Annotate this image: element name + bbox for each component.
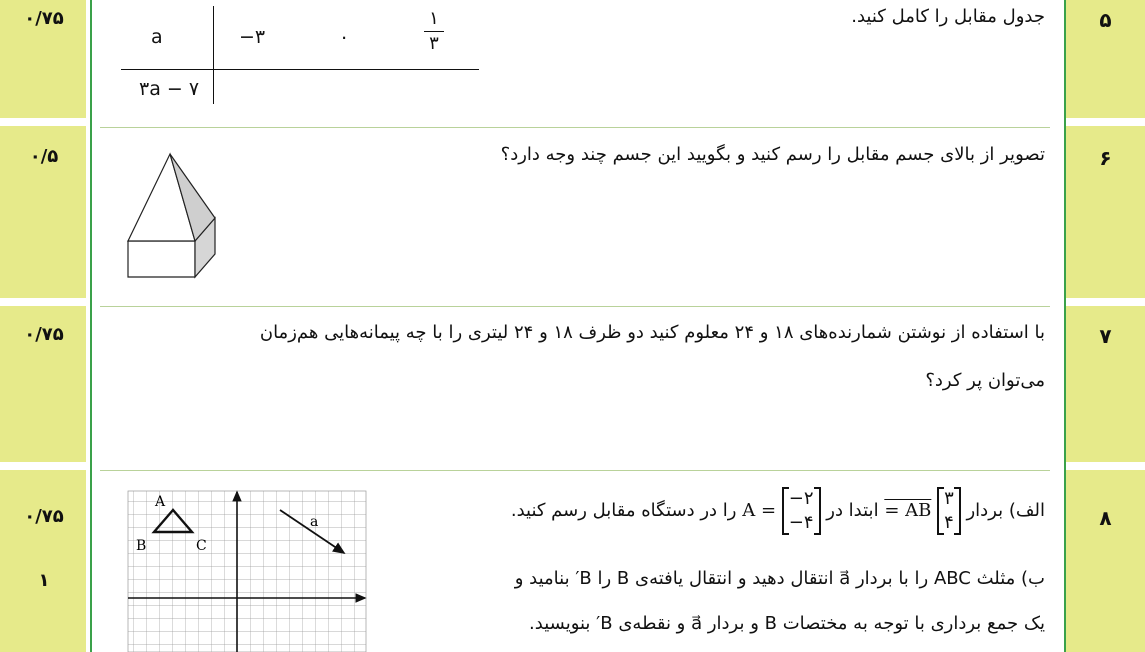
pyramid-on-cube-figure [120,146,224,280]
row-separator [1066,462,1145,470]
label-vector-a: a [310,514,319,530]
part-a-mid: ابتدا در [826,500,879,521]
score-q8-a: ۰/۷۵ [24,506,64,527]
table-value-fraction [420,8,448,55]
vector-ab-label: = AB [884,500,932,521]
point-a-coordinates: −۲ −۴ [782,487,821,535]
row-separator [0,118,88,126]
question-number-q7: ۷ [1099,324,1112,348]
label-a-vertex: A [155,494,166,510]
row-separator [100,127,1050,128]
part-a-suffix: را در دستگاه مقابل رسم کنید. [510,500,737,521]
question-text-q8-b-line2: یک جمع برداری با توجه به مختصات B و بردار a⃗ و نقطه‌ی B′ بنویسید. [529,613,1045,634]
question-text-q5: جدول مقابل را کامل کنید. [851,6,1045,27]
row-separator [1066,298,1145,306]
question-text-q8-a [511,484,1045,538]
point-a-label: A = [742,500,777,521]
label-c-vertex: C [196,538,207,554]
vector-ab: ۳ ۴ [937,487,961,535]
score-q5: ۰/۷۵ [24,8,64,29]
part-a-prefix: الف) بردار [966,500,1045,521]
question-number-q6: ۶ [1099,146,1112,170]
question-number-q5: ۵ [1099,8,1112,32]
row-separator [0,298,88,306]
table-value-cell: −۳ [239,26,266,48]
score-q7: ۰/۷۵ [24,324,64,345]
coordinate-grid-figure [120,488,370,652]
label-b-vertex: B [136,538,147,554]
question-text-q6: تصویر از بالای جسم مقابل را رسم کنید و بگویید این جسم چند وجه دارد؟ [500,144,1045,165]
row-separator [1066,118,1145,126]
score-q6: ۰/۵ [29,146,59,167]
table-row-label-expression: ۳a − ۷ [139,78,200,100]
row-separator [100,306,1050,307]
question-number-q8: ۸ [1099,506,1112,530]
score-q8-b: ۱ [38,570,50,591]
row-separator [100,470,1050,471]
fraction-numerator: ۱ [429,8,439,29]
question-text-q7-line1: با استفاده از نوشتن شمارنده‌های ۱۸ و ۲۴ معلوم کنید دو ظرف ۱۸ و ۲۴ لیتری را با چه پیمانه‌هایی هم‌زمان [259,322,1045,343]
row-separator [0,462,88,470]
table-value-cell: ۰ [339,26,350,48]
table-row-label-a: a [151,26,163,48]
fraction-denominator: ۳ [429,33,439,54]
question-text-q8-b-line1: ب) مثلث ABC را با بردار a⃗ انتقال دهید و انتقال یافته‌ی B را B′ بنامید و [514,568,1045,589]
question-text-q7-line2: می‌توان پر کرد؟ [925,370,1045,391]
